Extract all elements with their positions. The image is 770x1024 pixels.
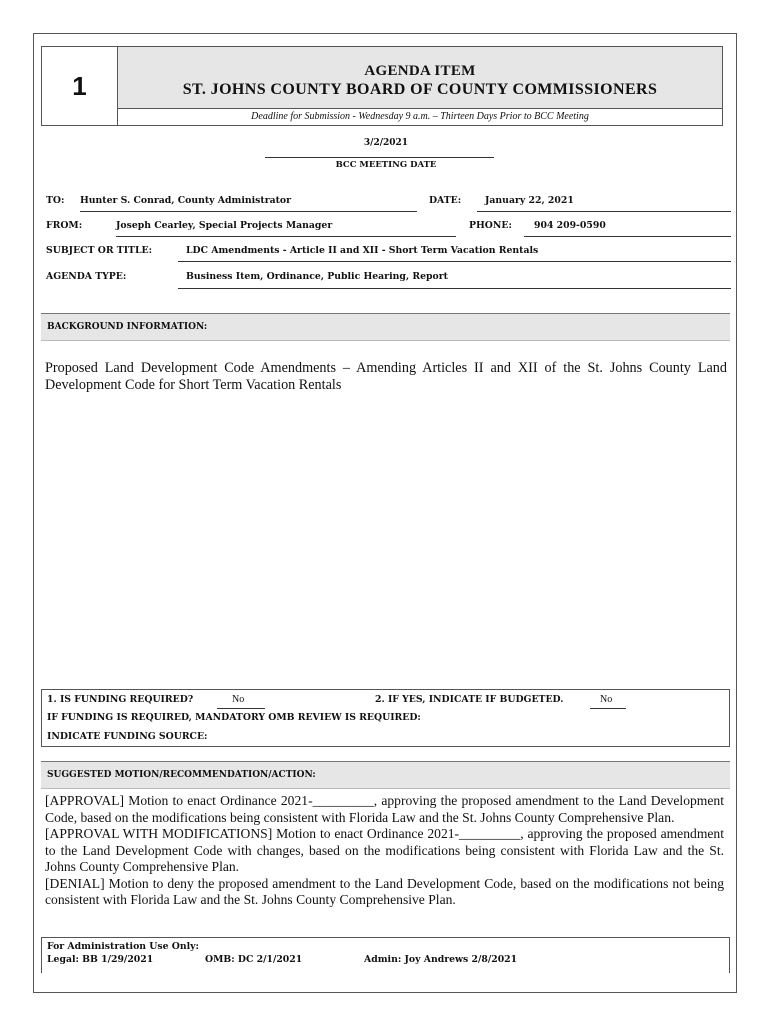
agenda-type-rule xyxy=(178,288,731,289)
agenda-page xyxy=(33,33,737,993)
funding-box xyxy=(41,689,730,747)
agenda-type-label: AGENDA TYPE: xyxy=(46,271,127,282)
agenda-type-value: Business Item, Ordinance, Public Hearing, Report xyxy=(186,271,448,282)
subject-rule xyxy=(178,261,731,262)
funding-required-label: 1. IS FUNDING REQUIRED? xyxy=(47,694,194,705)
agenda-title-line1: AGENDA ITEM xyxy=(364,63,476,79)
omb-review-note: IF FUNDING IS REQUIRED, MANDATORY OMB REVIEW IS REQUIRED: xyxy=(47,712,421,723)
funding-source-label: INDICATE FUNDING SOURCE: xyxy=(47,731,208,742)
to-rule xyxy=(80,211,417,212)
background-text: Proposed Land Development Code Amendments – Amending Articles II and XII of the St. Johns County Land Development Code for Short Term Vacation Rentals xyxy=(45,360,727,393)
budgeted-value: No xyxy=(600,694,613,705)
budgeted-label: 2. IF YES, INDICATE IF BUDGETED. xyxy=(375,694,564,705)
motion-heading: SUGGESTED MOTION/RECOMMENDATION/ACTION: xyxy=(47,770,316,780)
to-label: TO: xyxy=(46,195,65,206)
phone-label: PHONE: xyxy=(469,220,512,231)
background-section-header xyxy=(41,313,730,341)
to-value: Hunter S. Conrad, County Administrator xyxy=(80,195,292,206)
background-heading: BACKGROUND INFORMATION: xyxy=(47,322,208,332)
admin-approver: Admin: Joy Andrews 2/8/2021 xyxy=(364,954,518,965)
from-value: Joseph Cearley, Special Projects Manager xyxy=(116,220,333,231)
funding-required-rule xyxy=(217,708,265,709)
funding-required-value: No xyxy=(232,694,245,705)
bcc-meeting-date-label: BCC MEETING DATE xyxy=(335,160,437,170)
date-value: January 22, 2021 xyxy=(485,195,574,206)
agenda-title-cell xyxy=(118,47,722,109)
motion-approval: [APPROVAL] Motion to enact Ordinance 2021-_________, approving the proposed amendment to the Land Development Code, based on the modifications being consistent with Florida Law and the St. Johns County Comprehensive Plan. xyxy=(45,793,724,825)
admin-legal: Legal: BB 1/29/2021 xyxy=(47,954,154,965)
agenda-title-line2: ST. JOHNS COUNTY BOARD OF COUNTY COMMISSIONERS xyxy=(182,81,658,98)
subject-label: SUBJECT OR TITLE: xyxy=(46,245,153,256)
admin-use-box xyxy=(41,937,730,973)
from-label: FROM: xyxy=(46,220,83,231)
agenda-item-number: 1 xyxy=(42,47,118,125)
from-rule xyxy=(116,236,456,237)
subject-value: LDC Amendments - Article II and XII - Short Term Vacation Rentals xyxy=(186,245,539,256)
budgeted-rule xyxy=(590,708,626,709)
admin-heading: For Administration Use Only: xyxy=(47,941,199,952)
date-rule xyxy=(477,211,731,212)
motion-denial: [DENIAL] Motion to deny the proposed amendment to the Land Development Code, based on the modifications not being consistent with Florida Law and the St. Johns County Comprehensive Plan. xyxy=(45,875,724,907)
submission-deadline: Deadline for Submission - Wednesday 9 a.m. – Thirteen Days Prior to BCC Meeting xyxy=(251,111,589,122)
date-label: DATE: xyxy=(429,195,462,206)
admin-omb: OMB: DC 2/1/2021 xyxy=(205,954,303,965)
agenda-header xyxy=(41,46,723,126)
bcc-meeting-date-value: 3/2/2021 xyxy=(363,138,409,148)
phone-rule xyxy=(524,236,731,237)
motion-section-header xyxy=(41,761,730,789)
motion-text xyxy=(45,793,724,909)
meeting-date-rule xyxy=(265,157,494,158)
motion-approval-with-modifications: [APPROVAL WITH MODIFICATIONS] Motion to enact Ordinance 2021-_________, approving the proposed amendment to the Land Development Code with changes, based on the modifications being consistent with Florida Law and the St. Johns County Comprehensive Plan. xyxy=(45,826,724,874)
phone-value: 904 209-0590 xyxy=(534,220,606,231)
